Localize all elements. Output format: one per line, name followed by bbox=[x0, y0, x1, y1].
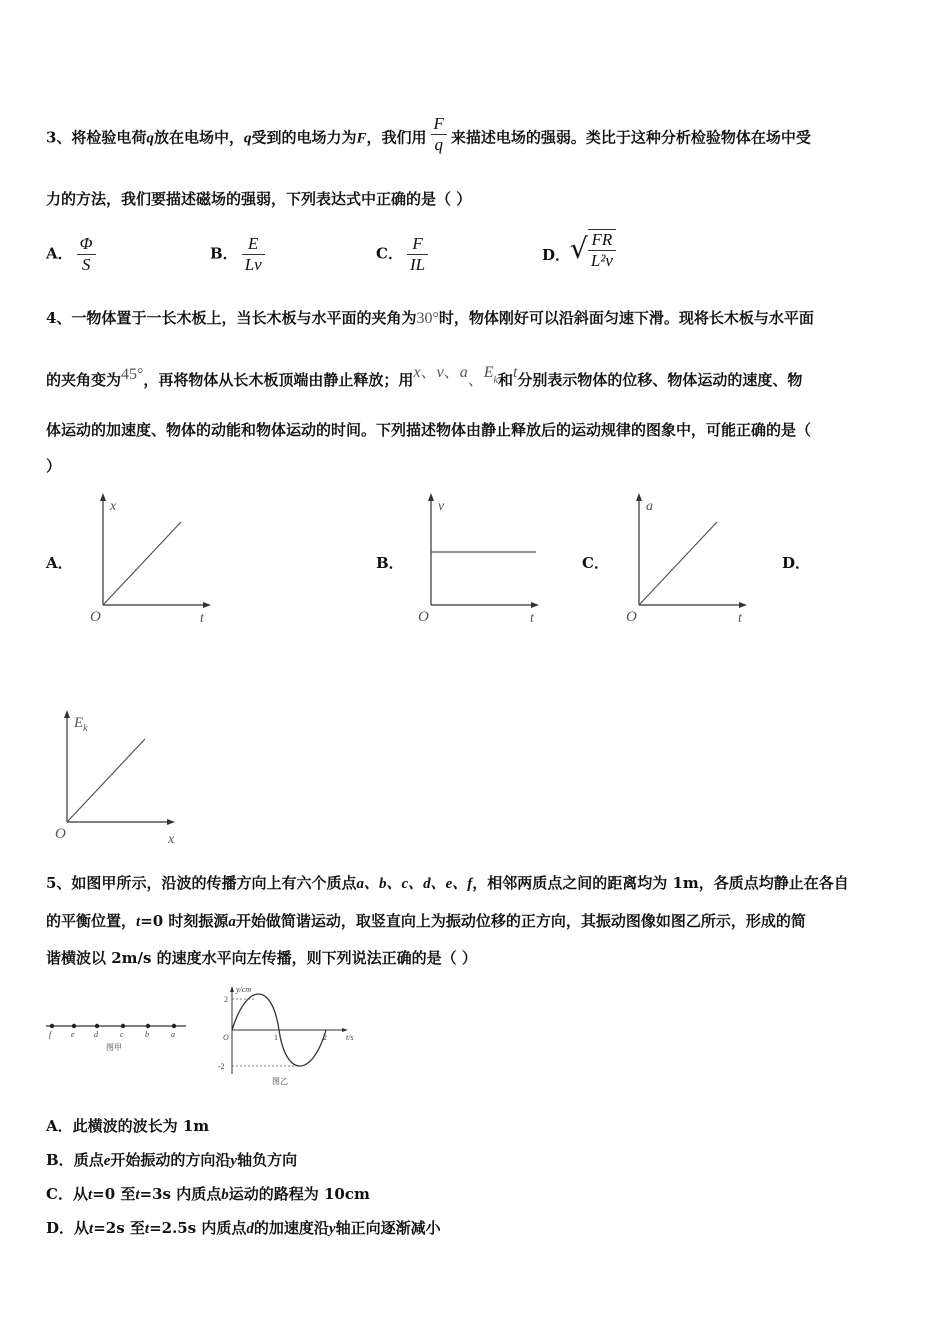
q4-text: ，再将物体从长木板顶端由静止释放；用 bbox=[143, 371, 414, 389]
y-label: v bbox=[438, 499, 445, 514]
q3-line1 bbox=[46, 114, 811, 159]
q5-text: 开始做简谐运动，取竖直向上为振动位移的正方向，其振动图像如图乙所示，形成的简 bbox=[235, 912, 806, 930]
y-label: x bbox=[110, 499, 117, 514]
y-axis-arrow bbox=[64, 710, 70, 718]
option-fraction bbox=[407, 234, 428, 275]
x-label: t bbox=[200, 611, 204, 626]
particle-label-e: e bbox=[71, 1030, 75, 1039]
frac-den: L²v bbox=[588, 250, 616, 271]
figure-jia bbox=[44, 1015, 194, 1065]
q4-text: 的夹角变为 bbox=[46, 371, 122, 389]
option-label: B． bbox=[210, 244, 238, 263]
sym-v: v bbox=[436, 364, 444, 381]
option-var: t bbox=[135, 1187, 140, 1203]
q3-option-d[interactable] bbox=[542, 228, 620, 271]
y-label: a bbox=[646, 499, 653, 514]
q3-option-b[interactable] bbox=[210, 234, 269, 275]
x-axis-arrow bbox=[739, 602, 747, 608]
q5-text: =0 时刻振源 bbox=[140, 912, 229, 930]
option-text: =2s 至 bbox=[93, 1219, 145, 1237]
angle-45: 45° bbox=[121, 366, 144, 383]
frac-num: Φ bbox=[79, 234, 93, 253]
y-label-sub: k bbox=[83, 723, 88, 734]
particle-label-f: f bbox=[49, 1030, 52, 1039]
q3-text: 3、将检验电荷 bbox=[46, 128, 147, 147]
q5-text: 的平衡位置， bbox=[46, 912, 137, 930]
q3-text: 放在电场中， bbox=[153, 128, 244, 147]
particle-b bbox=[146, 1024, 150, 1028]
frac-num: FR bbox=[591, 230, 613, 249]
option-fraction bbox=[77, 234, 96, 275]
q3-text: 来描述电场的强弱。类比于这种分析检验物体在场中受 bbox=[450, 128, 811, 147]
x-axis-arrow bbox=[203, 602, 211, 608]
q5-line2 bbox=[46, 911, 806, 932]
q4-line1 bbox=[46, 308, 814, 329]
q5-text: 5、如图甲所示，沿波的传播方向上有六个质点 bbox=[46, 874, 357, 892]
q5-text: ，相邻两质点之间的距离均为 1m，各质点均静止在各自 bbox=[472, 874, 849, 892]
origin-label: O bbox=[626, 609, 637, 625]
option-text: =0 至 bbox=[92, 1185, 136, 1203]
option-text: =3s 内质点 bbox=[139, 1185, 222, 1203]
graph-line bbox=[67, 739, 145, 822]
graph-line bbox=[639, 522, 717, 605]
option-text: 轴正向逐渐减小 bbox=[335, 1219, 441, 1237]
option-fraction bbox=[242, 234, 265, 275]
option-text: 运动的路程为 10cm bbox=[228, 1185, 370, 1203]
option-var: d bbox=[246, 1221, 254, 1237]
y-axis-arrow bbox=[100, 493, 106, 501]
q3-frac-num: F bbox=[433, 114, 444, 133]
option-label: D． bbox=[46, 1219, 75, 1237]
sep: 、 bbox=[467, 372, 484, 389]
q4-text: 4、一物体置于一长木板上，当长木板与水平面的夹角为 bbox=[46, 309, 417, 327]
y-label-main: E bbox=[74, 715, 84, 731]
figure-yi bbox=[212, 982, 362, 1087]
q4-option-c[interactable]: C． bbox=[582, 554, 609, 572]
q3-option-a[interactable] bbox=[46, 234, 100, 275]
sep: 、 bbox=[443, 364, 460, 381]
option-label: B． bbox=[46, 1151, 74, 1169]
option-text: 的加速度沿 bbox=[253, 1219, 329, 1237]
sym-a: a bbox=[459, 364, 468, 381]
y-axis-arrow bbox=[428, 493, 434, 501]
q4-option-d[interactable]: D． bbox=[782, 554, 811, 572]
option-var: e bbox=[103, 1153, 111, 1169]
q4-text: 和 bbox=[497, 371, 513, 389]
q4-line4: ） bbox=[46, 457, 62, 475]
t1-label: 1 bbox=[274, 1033, 278, 1042]
q5-line3: 谐横波以 2m/s 的速度水平向左传播，则下列说法正确的是（ ） bbox=[46, 949, 477, 967]
option-label: A． bbox=[46, 1117, 73, 1135]
y-label: y/cm bbox=[236, 985, 252, 994]
q5-option-a[interactable] bbox=[46, 1116, 209, 1136]
q5-option-c[interactable] bbox=[46, 1184, 370, 1205]
q4-option-a[interactable]: A． bbox=[46, 554, 73, 572]
graph-a-x-t bbox=[86, 490, 216, 630]
q3-fraction bbox=[431, 114, 447, 155]
frac-num: F bbox=[412, 234, 423, 253]
y-axis-arrow bbox=[636, 493, 642, 501]
q5-var: t bbox=[136, 914, 141, 930]
sqrt-icon: √ bbox=[570, 232, 588, 265]
option-text: 质点 bbox=[73, 1151, 104, 1169]
y-label bbox=[73, 715, 88, 734]
sym-t: t bbox=[512, 364, 518, 381]
q3-option-c[interactable] bbox=[376, 234, 432, 275]
particle-c bbox=[121, 1024, 125, 1028]
option-text: =2.5s 内质点 bbox=[149, 1219, 247, 1237]
particle-d bbox=[95, 1024, 99, 1028]
x-axis-arrow bbox=[167, 819, 175, 825]
x-label: t bbox=[738, 611, 742, 626]
particle-label-d: d bbox=[94, 1030, 98, 1039]
q4-line2 bbox=[46, 364, 803, 397]
q3-var: q bbox=[146, 130, 154, 147]
frac-num: E bbox=[247, 234, 259, 253]
q3-text: ，我们用 bbox=[366, 128, 427, 147]
frac-den: S bbox=[77, 254, 96, 275]
option-text: 开始振动的方向沿 bbox=[110, 1151, 231, 1169]
particle-label-a: a bbox=[171, 1030, 175, 1039]
option-fraction bbox=[588, 229, 616, 271]
option-text: 轴负方向 bbox=[237, 1151, 298, 1169]
q3-line2: 力的方法，我们要描述磁场的强弱，下列表达式中正确的是（ ） bbox=[46, 190, 472, 208]
option-text: 从 bbox=[74, 1219, 90, 1237]
q4-line3: 体运动的加速度、物体的动能和物体运动的时间。下列描述物体由静止释放后的运动规律的图象中，可能正确的是（ bbox=[46, 421, 812, 439]
origin-label: O bbox=[418, 609, 429, 625]
q5-line1 bbox=[46, 873, 849, 894]
origin-label: O bbox=[223, 1033, 229, 1042]
graph-d-ek-x bbox=[50, 705, 190, 850]
q4-option-b[interactable]: B． bbox=[376, 554, 404, 572]
sym-E: E bbox=[483, 364, 494, 381]
frac-den: IL bbox=[407, 254, 428, 275]
option-label: A． bbox=[46, 244, 73, 263]
x-label: x bbox=[168, 832, 175, 847]
y-neg-label: -2 bbox=[218, 1062, 225, 1071]
option-var: b bbox=[221, 1187, 229, 1203]
graph-b-v-t bbox=[414, 490, 544, 630]
origin-label: O bbox=[55, 826, 66, 842]
option-label: C． bbox=[46, 1185, 73, 1203]
y-axis-arrow bbox=[230, 986, 234, 992]
particle-label-c: c bbox=[120, 1030, 124, 1039]
angle-30: 30° bbox=[416, 310, 439, 327]
q4-text: 时，物体刚好可以沿斜面匀速下滑。现将长木板与水平面 bbox=[438, 309, 814, 327]
origin-label: O bbox=[90, 609, 101, 625]
q5-option-d[interactable] bbox=[46, 1218, 441, 1239]
q5-points: a、b、c、d、e、f bbox=[356, 876, 473, 892]
q5-option-b[interactable] bbox=[46, 1150, 297, 1171]
sym-k: k bbox=[493, 375, 498, 386]
option-text: 从 bbox=[72, 1185, 88, 1203]
option-var: y bbox=[328, 1221, 336, 1237]
t2-label: 2 bbox=[323, 1033, 327, 1042]
particle-f bbox=[50, 1024, 54, 1028]
q4-text: 分别表示物体的位移、物体运动的速度、物 bbox=[517, 371, 803, 389]
option-var: t bbox=[89, 1221, 94, 1237]
option-var: y bbox=[230, 1153, 238, 1169]
q3-var: F bbox=[356, 130, 367, 147]
particle-label-b: b bbox=[145, 1030, 149, 1039]
sep: 、 bbox=[420, 364, 437, 381]
graph-line bbox=[103, 522, 181, 605]
x-axis-arrow bbox=[531, 602, 539, 608]
frac-den: Lv bbox=[242, 254, 265, 275]
y-pos-label: 2 bbox=[224, 995, 228, 1004]
q3-frac-den: q bbox=[431, 134, 447, 155]
x-label: t bbox=[530, 611, 534, 626]
caption-jia: 图甲 bbox=[106, 1043, 122, 1052]
option-label: D． bbox=[542, 246, 571, 264]
q3-text: 受到的电场力为 bbox=[251, 128, 357, 147]
option-var: t bbox=[144, 1221, 150, 1237]
option-text: 此横波的波长为 1m bbox=[72, 1117, 210, 1135]
option-var: t bbox=[87, 1187, 93, 1203]
particle-a bbox=[172, 1024, 176, 1028]
graph-c-a-t bbox=[622, 490, 752, 630]
q3-var: q bbox=[243, 130, 252, 147]
t-axis-arrow bbox=[342, 1028, 348, 1032]
q5-var: a bbox=[228, 914, 236, 930]
x-label: t/s bbox=[346, 1033, 354, 1042]
option-label: C． bbox=[376, 244, 403, 263]
caption-yi: 图乙 bbox=[272, 1077, 288, 1086]
particle-e bbox=[72, 1024, 76, 1028]
sym-x: x bbox=[413, 364, 421, 381]
